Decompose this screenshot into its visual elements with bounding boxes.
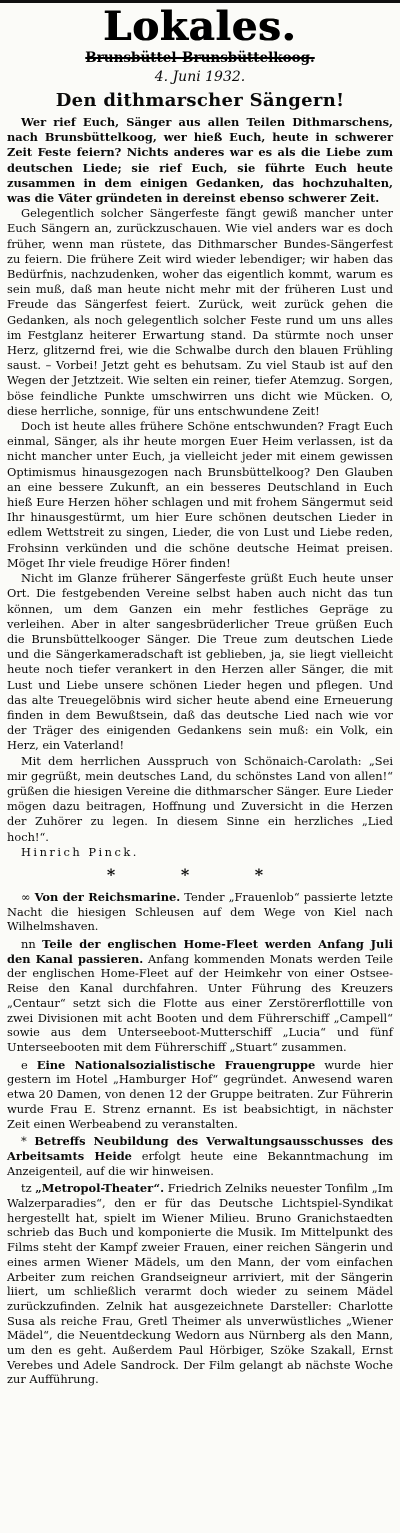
news-item: [7, 890, 393, 934]
article-paragraph: Wer rief Euch, Sänger aus allen Teilen Dithmarschens, nach Brunsbüttelkoog, wer hieß Euch, heute in schwerer Zeit Feste feiern? Nichts anderes war es als die Liebe zum deutschen Liede; sie rief Euch, sie führte Euch heute zusammen in dem einigen Gedanken, das hochzuhalten, was die Väter gründeten in dereinst ebenso schwerer Zeit.: [7, 115, 393, 206]
news-text: Friedrich Zelniks neuester Tonfilm „Im Walzerparadies“, den er für das Deutsche Lichtspiel-Syndikat hergestellt hat, spielt im Wiener Milieu. Bruno Granichstaedten schrieb das Buch und komponierte die Musik. Im Mittelpunkt des Films steht der Kampf zweier Frauen, einer reichen Sängerin und eines armen Wiener Mädels, um den Mann, der vom einfachen Arbeiter zum reichen Grandseigneur arriviert, mit der Sängerin liiert, um schließlich verarmt doch wieder zu seinem Mädel zurückzufinden. Zelnik hat ausgezeichnete Darsteller: Charlotte Susa als reiche Frau, Gretl Theimer als unverwüstliches „Wiener Mädel“, die Neuentdeckung Wedorn aus Nürnberg als den Mann, um den es geht. Außerdem Paul Hörbiger, Szöke Szakall, Ernst Verebes und Adele Sandrock. Der Film gelangt ab nächste Woche zur Aufführung.: [7, 1181, 393, 1387]
news-marker: *: [21, 1134, 27, 1149]
news-text: Anfang kommenden Monats werden Teile der englischen Home-Fleet auf der Heimkehr von einer Ostsee-Reise den Kanal durchfahren. Unter Führung des Kreuzers „Centaur“ setzt sich die Flotte aus einer Zerstörerflottille von zwei Divisionen mit acht Booten und dem Führerschiff „Campell“ sowie aus dem Unterseeboot-Mutterschiff „Lucia“ und fünf Unterseebooten mit dem Führerschiff „Stuart“ zusammen.: [7, 951, 393, 1054]
news-item: [7, 1058, 393, 1132]
news-text: Tender „Frauenlob“ passierte letzte Nacht die hiesigen Schleusen auf dem Wege von Kiel nach Wilhelmshaven.: [7, 889, 393, 934]
main-article: [7, 89, 393, 886]
article-headline: Den dithmarscher Sängern!: [55, 90, 345, 111]
section-separator: * * *: [106, 864, 294, 884]
article-paragraph: Gelegentlich solcher Sängerfeste fängt gewiß mancher unter Euch Sängern an, zurückzuschauen. Wie viel anders war es doch früher, wenn man rüstete, das Dithmarscher Bundes-Sängerfest zu feiern. Die frühere Zeit wird wieder lebendiger; wir haben das Bedürfnis, nachzudenken, woher das eigentlich kommt, warum es sein muß, daß man heute nicht mehr mit der früheren Lust und Freude das Sängerfest feiert. Zurück, weit zurück gehen die Gedanken, als noch gelegentlich solcher Feste rund um uns alles im Festglanz heiterer Erwartung stand. Da stürmte noch unser Herz, glitzernd frei, wie die Schwalbe durch den blauen Frühling saust. – Vorbei! Jetzt geht es behutsam. Zu viel Staub ist auf den Wegen der Jetztzeit. Wie selten ein reiner, tiefer Atemzug. Sorgen, böse feindliche Punkte umschwirren uns dicht wie Mücken. O, diese herrliche, sonnige, für uns entschwundene Zeit!: [7, 206, 393, 418]
news-marker: tz: [21, 1181, 32, 1196]
news-item: [7, 1181, 393, 1387]
dateline-date: 4. Juni 1932.: [154, 69, 246, 85]
news-text: erfolgt heute eine Bekanntmachung im Anzeigenteil, auf die wir hinweisen.: [7, 1148, 393, 1178]
news-marker: ∞: [21, 889, 31, 904]
article-paragraph: Nicht im Glanze früherer Sängerfeste grüßt Euch heute unser Ort. Die festgebenden Vereine selbst haben auch nicht das tun können, um dem Ganzen ein mehr festliches Gepräge zu verleihen. Aber in alter sangesbrüderlicher Treue grüßen Euch die Brunsbüttelkooger Sänger. Die Treue zum deutschen Liede und die Sängerkameradschaft ist geblieben, ja, sie liegt vielleicht heute noch tiefer verankert in den Herzen aller Sänger, die mit Lust und Liebe unsere schönen Lieder hegen und pflegen. Und das alte Treuegelöbnis wird sicher heute abend eine Erneuerung finden in dem Bewußtsein, daß das deutsche Lied nach wie vor der Träger des einigenden Gedankens sein muß: ein Volk, ein Herz, ein Vaterland!: [7, 571, 393, 753]
news-marker: nn: [21, 937, 36, 952]
article-signature: Hinrich Pinck.: [21, 844, 139, 859]
article-paragraph: Doch ist heute alles frühere Schöne entschwunden? Fragt Euch einmal, Sänger, als ihr heute morgen Euer Heim verlassen, ist da nicht mancher unter Euch, ja vielleicht jeder mit einem gewissen Optimismus hinausgezogen nach Brunsbüttelkoog? Den Glauben an eine bessere Zukunft, an ein besseres Deutschland in Euch hieß Eure Herzen höher schlagen und mit frohem Sängermut seid Ihr hinausgestürmt, um hier Eure schönen deutschen Lieder in edlem Wettstreit zu singen, Lieder, die von Lust und Liebe reden, Frohsinn verkünden und die schöne deutsche Heimat preisen. Möget Ihr viele freudige Hörer finden!: [7, 419, 393, 570]
news-items: [7, 890, 393, 1387]
news-marker: e: [21, 1057, 28, 1072]
news-lead: Von der Reichsmarine.: [34, 889, 181, 904]
news-text: wurde hier gestern im Hotel „Hamburger Hof“ gegründet. Anwesend waren etwa 20 Damen, von denen 12 der Gruppe beitraten. Zur Führerin wurde Frau E. Strenz ernannt. Es ist beabsichtigt, in nächster Zeit einen Werbeabend zu veranstalten.: [7, 1057, 393, 1131]
news-item: [7, 937, 393, 1055]
news-lead: Betreffs Neubildung des Verwaltungsausschusses des Arbeitsamts Heide: [7, 1134, 393, 1163]
news-lead: „Metropol-Theater“.: [35, 1181, 165, 1196]
dateline-place: Brunsbüttel-Brunsbüttelkoog.: [85, 50, 315, 66]
news-lead: Teile der englischen Home-Fleet werden Anfang Juli den Kanal passieren.: [7, 937, 393, 966]
news-lead: Eine Nationalsozialistische Frauengruppe: [36, 1057, 316, 1072]
article-paragraph: Mit dem herrlichen Ausspruch von Schönaich-Carolath: „Sei mir gegrüßt, mein deutsches Land, du schönstes Land von allen!“ grüßen die hiesigen Vereine die dithmarscher Sänger. Eure Lieder mögen dazu beitragen, Hoffnung und Zuversicht in die Herzen der Zuhörer zu legen. In diesem Sinne ein herzliches „Lied hoch!“.: [7, 753, 393, 844]
news-item: [7, 1134, 393, 1178]
section-masthead: Lokales.: [103, 3, 297, 50]
